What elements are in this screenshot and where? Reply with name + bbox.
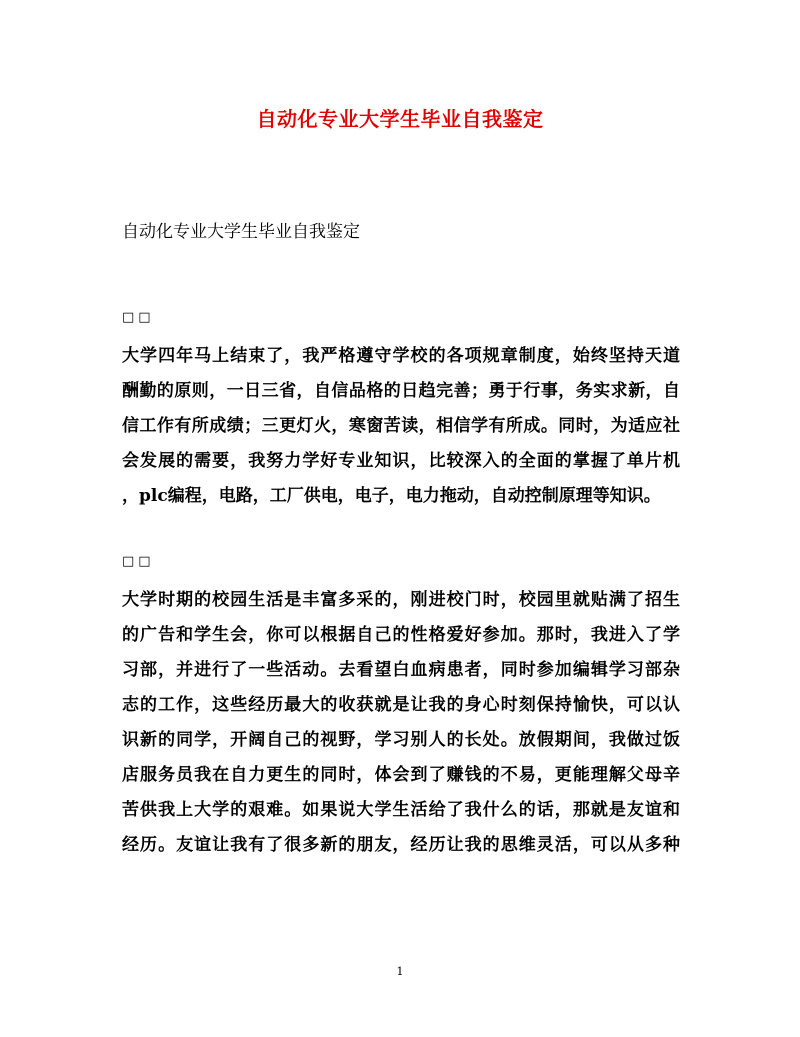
paragraph-line: 习部，并进行了一些活动。去看望白血病患者，同时参加编辑学习部杂 [122, 660, 680, 680]
document-subtitle: 自动化专业大学生毕业自我鉴定 [122, 222, 360, 242]
paragraph-line: 店服务员我在自力更生的同时，体会到了赚钱的不易，更能理解父母辛 [122, 765, 680, 785]
paragraph-line: 信工作有所成绩；三更灯火，寒窗苦读，相信学有所成。同时，为适应社 [122, 416, 680, 436]
section-marker [122, 308, 155, 328]
paragraph-line: 识新的同学，开阔自己的视野，学习别人的长处。放假期间，我做过饭 [122, 730, 680, 750]
paragraph-line: 苦供我上大学的艰难。如果说大学生活给了我什么的话，那就是友谊和 [122, 800, 680, 820]
page-number: 1 [396, 965, 404, 978]
section-marker [122, 552, 155, 572]
paragraph-line: 志的工作，这些经历最大的收获就是让我的身心时刻保持愉快，可以认 [122, 695, 680, 715]
document-title: 自动化专业大学生毕业自我鉴定 [256, 107, 544, 131]
paragraph-line: ，plc编程，电路，工厂供电，电子，电力拖动，自动控制原理等知识。 [122, 486, 661, 506]
paragraph-line: 酬勤的原则，一日三省，自信品格的日趋完善；勇于行事，务实求新，自 [122, 381, 680, 401]
paragraph-line: 会发展的需要，我努力学好专业知识，比较深入的全面的掌握了单片机 [122, 451, 680, 471]
paragraph-line: 经历。友谊让我有了很多新的朋友，经历让我的思维灵活，可以从多种 [122, 835, 680, 855]
section-marker-glyphs: □□ [122, 310, 155, 325]
paragraph-line: 大学时期的校园生活是丰富多采的，刚进校门时，校园里就贴满了招生 [122, 590, 680, 610]
section-marker-glyphs: □□ [122, 554, 155, 569]
paragraph-line: 大学四年马上结束了，我严格遵守学校的各项规章制度，始终坚持天道 [122, 346, 680, 366]
paragraph [122, 583, 680, 863]
paragraph [122, 339, 680, 514]
paragraph-line: 的广告和学生会，你可以根据自己的性格爱好参加。那时，我进入了学 [122, 625, 680, 645]
